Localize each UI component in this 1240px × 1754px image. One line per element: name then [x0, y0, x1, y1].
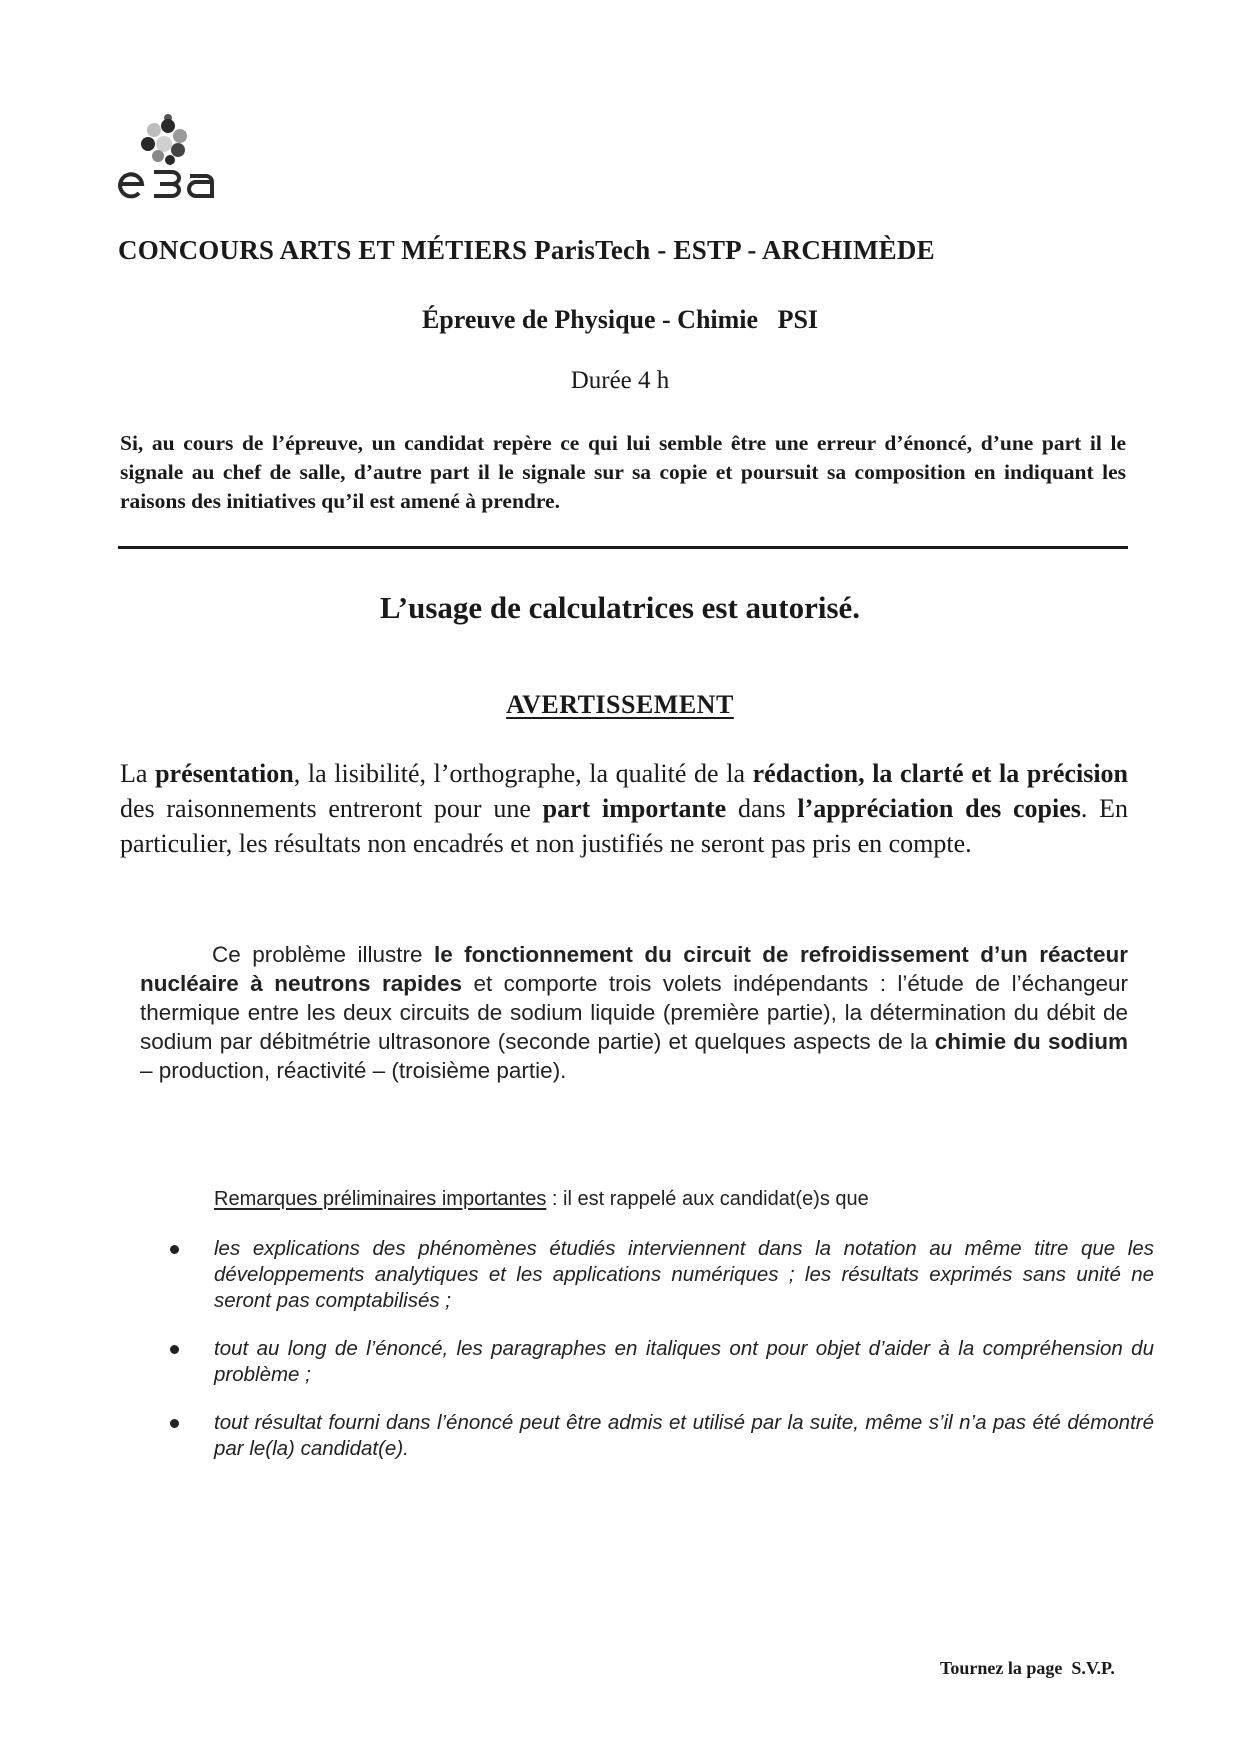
list-item [168, 1236, 1158, 1314]
e3a-logo [118, 110, 248, 210]
remarks-list [168, 1236, 1158, 1484]
warning-text: des raisonnements entreront pour une [120, 794, 543, 823]
bullet-icon [170, 1419, 179, 1428]
remarks-intro: : il est rappelé aux candidat(e)s que [546, 1188, 869, 1210]
error-notice-paragraph: Si, au cours de l’épreuve, un candidat repère ce qui lui semble être une erreur d’énoncé, d’une part il le signale au chef de salle, d’autre part il le signale sur sa copie et poursuit sa composition en indiquant les raisons des initiatives qu’il est amené à prendre. [120, 431, 1126, 513]
problem-text: – production, réactivité – (troisième partie). [140, 1058, 567, 1083]
warning-heading [0, 690, 1240, 720]
warning-bold: part importante [542, 794, 727, 823]
warning-text: dans [726, 794, 798, 823]
logo-letters [120, 172, 212, 196]
warning-bold: présentation [155, 759, 294, 788]
problem-text: et comporte trois volets indépendants : l’étude de l’échangeur thermique entre les deux circuits de sodium liquide (première partie), la détermination du débit de sodium par débitmétrie ultrasonore (seconde partie) et quelques aspects de la [140, 971, 1128, 1054]
list-item-text: les explications des phénomènes étudiés interviennent dans la notation au même titre que les développements analytiques et les applications numériques ; les résultats exprimés sans unité ne seront pas comptabilisés ; [214, 1237, 1154, 1312]
problem-bold: le fonctionnement du circuit de refroidissement d’un réacteur nucléaire à neutrons rapides [140, 942, 1128, 996]
warning-text: , la lisibilité, l’orthographe, la qualité de la [293, 759, 753, 788]
warning-text: . En particulier, les résultats non encadrés et non justifiés ne seront pas pris en compte. [120, 794, 1128, 858]
warning-text: La [120, 759, 156, 788]
problem-text: Ce problème illustre [212, 942, 434, 967]
remarks-heading [214, 1188, 1114, 1211]
bullet-icon [170, 1345, 179, 1354]
problem-introduction [140, 940, 1128, 1085]
e3a-logo-graphic [118, 110, 248, 210]
contest-title: CONCOURS ARTS ET MÉTIERS ParisTech - ESTP - ARCHIMÈDE [118, 235, 935, 265]
warning-paragraph [120, 756, 1128, 861]
warning-heading-text: AVERTISSEMENT [506, 690, 734, 719]
bullet-icon [170, 1245, 179, 1254]
exam-duration: Durée 4 h [570, 367, 670, 394]
problem-bold: chimie du sodium [934, 1029, 1128, 1054]
list-item-text: tout au long de l’énoncé, les paragraphes en italiques ont pour objet d’aider à la compréhension du problème ; [214, 1337, 1154, 1386]
list-item [168, 1336, 1158, 1388]
turn-page-footer: Tournez la page S.V.P. [940, 1658, 1115, 1678]
remarks-title: Remarques préliminaires importantes [214, 1188, 547, 1210]
warning-bold: l’appréciation des copies [797, 794, 1081, 823]
warning-bold: rédaction, la clarté et la précision [752, 759, 1128, 788]
exam-title: Épreuve de Physique - Chimie PSI [421, 305, 819, 334]
horizontal-divider [118, 546, 1128, 549]
calculator-policy: L’usage de calculatrices est autorisé. [379, 590, 861, 625]
logo-emblem-icon [141, 114, 187, 165]
list-item [168, 1410, 1158, 1462]
list-item-text: tout résultat fourni dans l’énoncé peut être admis et utilisé par la suite, même s’il n’a pas été démontré par le(la) candidat(e). [214, 1411, 1154, 1460]
